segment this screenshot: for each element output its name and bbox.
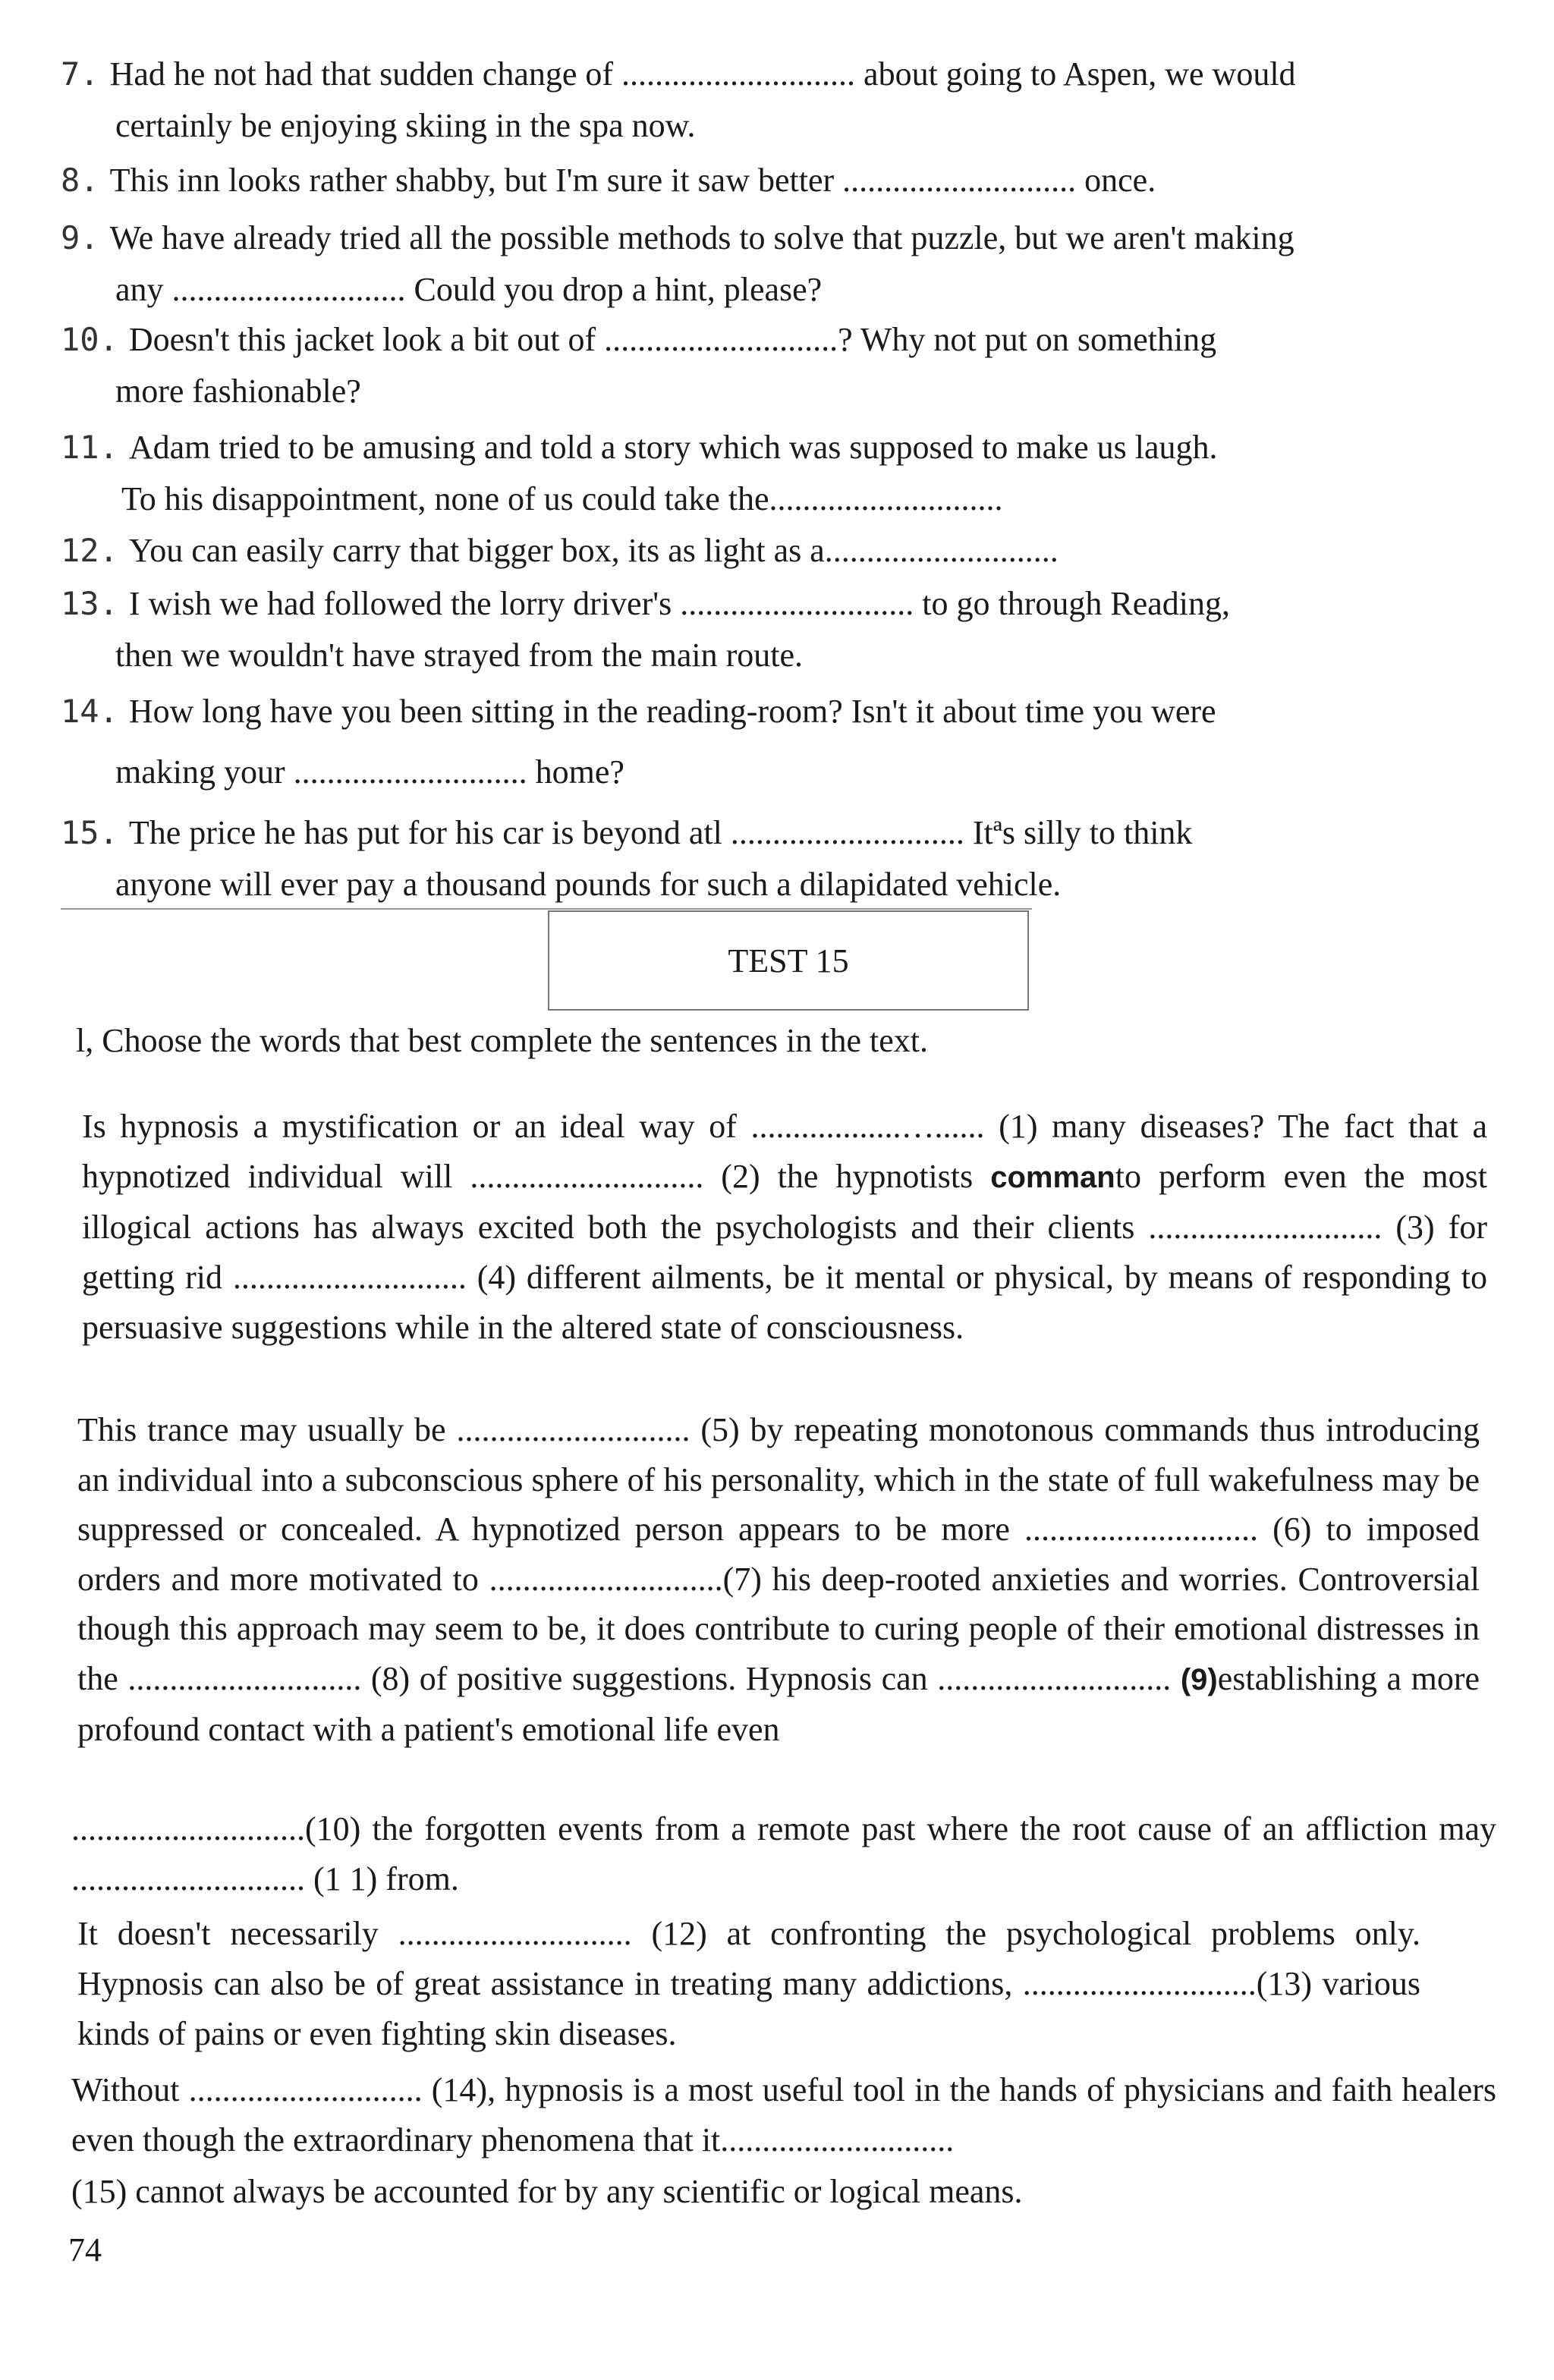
question-number: 8. (61, 162, 99, 199)
paragraph-text: Is hypnosis a mystification or an ideal way of ..................…...... (1) many diseases? The fact that a hypnotized individual will ............................ (2) the hypnotists (82, 1108, 1487, 1195)
question-number: 9. (61, 219, 99, 256)
question-continuation: making your ............................ home? (115, 753, 624, 791)
paragraph-5 (71, 2065, 1496, 2165)
question-text: This inn looks rather shabby, but I'm sure it saw better ............................ once. (109, 162, 1156, 199)
question-continuation: any ............................ Could you drop a hint, please? (115, 271, 823, 308)
paragraph-1 (82, 1102, 1487, 1353)
paragraph-text: Without ............................ (14), hypnosis is a most useful tool in the hands of physicians and faith healers even though the extraordinary phenomena that it............................ (71, 2071, 1496, 2158)
paragraph-text: to perform even the most illogical actions has always excited both the psychologists and their clients ............................ (3) for getting rid ............................ (4) different ailments, be it mental or physical, by means of responding to persuasive suggestions while in the altered state of consciousness. (82, 1158, 1487, 1346)
question-12 (61, 525, 1502, 577)
paragraph-text-sans: (9) (1180, 1662, 1218, 1696)
question-text: You can easily carry that bigger box, its as light as a............................ (128, 532, 1059, 569)
paragraph-text: It doesn't necessarily ............................ (12) at confronting the psychological problems only. Hypnosis can also be of great assistance in treating many addictions, ............................(13) various kinds of pains or even fighting skin diseases. (77, 1915, 1420, 2052)
question-number: 10. (61, 321, 118, 358)
test-title-box (548, 910, 1029, 1011)
paragraph-text: This trance may usually be ............................ (5) by repeating monotonous commands thus introducing an individual into a subconscious sphere of his personality, which in the state of full wakefulness may be suppressed or concealed. A hypnotized person appears to be more ............................ (6) to imposed orders and more motivated to ............................(7) his deep-rooted anxieties and worries. Controversial though this approach may seem to be, it does contribute to curing people of their emotional distresses in the ............................ (8) of positive suggestions. Hypnosis can ............................ (77, 1411, 1480, 1697)
paragraph-text: establishing a more profound contact with a patient's emotional life even (77, 1659, 1480, 1748)
question-continuation: anyone will ever pay a thousand pounds for such a dilapidated vehicle. (115, 866, 1062, 903)
question-9 (61, 212, 1502, 316)
question-13 (61, 578, 1502, 681)
section-divider (61, 908, 1032, 910)
question-7 (61, 49, 1502, 152)
question-11 (61, 422, 1502, 525)
test-title: TEST 15 (728, 942, 849, 979)
paragraph-6 (71, 2167, 1496, 2217)
question-8 (61, 155, 1502, 206)
question-number: 14. (61, 693, 118, 730)
question-number: 13. (61, 585, 118, 622)
question-number: 12. (61, 532, 118, 569)
question-number: 7. (61, 55, 99, 93)
paragraph-4 (77, 1909, 1420, 2059)
paragraph-2 (77, 1405, 1480, 1755)
question-text: Adam tried to be amusing and told a story which was supposed to make us laugh. (128, 429, 1218, 466)
question-continuation: To his disappointment, none of us could take the............................ (121, 480, 1003, 517)
paragraph-3 (71, 1804, 1496, 1904)
instruction: l, Choose the words that best complete the sentences in the text. (76, 1022, 928, 1059)
question-15 (61, 807, 1502, 910)
paragraph-text-sans: comman (990, 1161, 1115, 1194)
question-continuation: certainly be enjoying skiing in the spa now. (115, 107, 696, 144)
question-text: Had he not had that sudden change of ............................ about going to Aspen, we would (109, 55, 1296, 93)
page-number: 74 (68, 2231, 102, 2268)
question-text: Doesn't this jacket look a bit out of ............................? Why not put on something (128, 321, 1217, 358)
question-text: How long have you been sitting in the reading-room? Isn't it about time you were (128, 693, 1216, 730)
question-text: We have already tried all the possible methods to solve that puzzle, but we aren't making (109, 219, 1294, 256)
question-number: 15. (61, 814, 118, 851)
question-continuation: then we wouldn't have strayed from the main route. (115, 637, 803, 674)
question-text: I wish we had followed the lorry driver's ............................ to go through Reading, (128, 585, 1230, 622)
question-number: 11. (61, 429, 118, 466)
question-continuation: more fashionable? (115, 373, 361, 410)
paragraph-text: (15) cannot always be accounted for by any scientific or logical means. (71, 2173, 1023, 2210)
paragraph-text: ............................(10) the forgotten events from a remote past where the root cause of an affliction may ............................ (1 1) from. (71, 1810, 1496, 1897)
question-10 (61, 314, 1502, 417)
question-text: The price he has put for his car is beyond atl ............................ Itªs silly to think (128, 814, 1193, 851)
question-14 (61, 681, 1502, 803)
